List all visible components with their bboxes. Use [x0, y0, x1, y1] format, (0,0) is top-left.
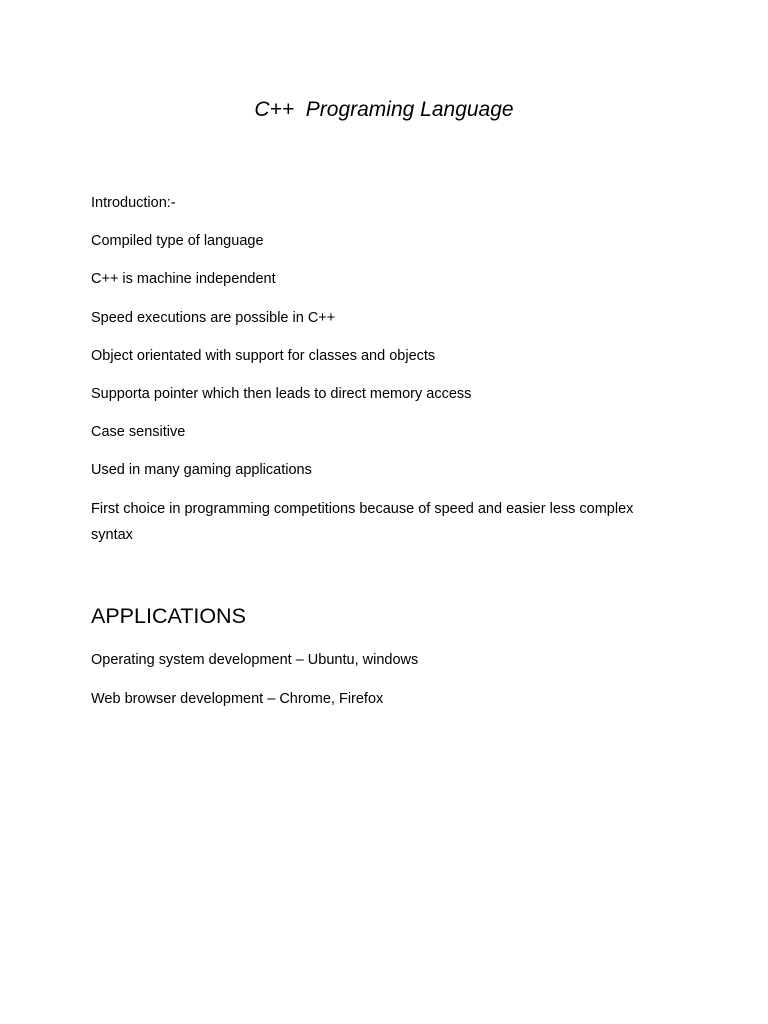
list-item: Used in many gaming applications [91, 462, 312, 479]
list-item: Web browser development – Chrome, Firefox [91, 691, 384, 707]
list-item: Supporta pointer which then leads to direct memory access [91, 385, 472, 402]
applications-heading: APPLICATIONS [91, 604, 246, 628]
list-item: C++ is machine independent [91, 271, 276, 288]
list-item: Object orientated with support for classes and objects [91, 347, 436, 364]
list-item: Speed executions are possible in C++ [91, 309, 336, 326]
list-item: Compiled type of language [91, 233, 264, 250]
introduction-list [91, 193, 651, 566]
list-item: Operating system development – Ubuntu, windows [91, 652, 419, 668]
introduction-heading: Introduction:- [91, 195, 176, 211]
list-item: First choice in programming competitions because of speed and easier less complex syntax [91, 500, 634, 543]
applications-list [91, 650, 651, 728]
list-item: Case sensitive [91, 424, 186, 441]
page-title: C++ Programing Language [254, 98, 514, 121]
